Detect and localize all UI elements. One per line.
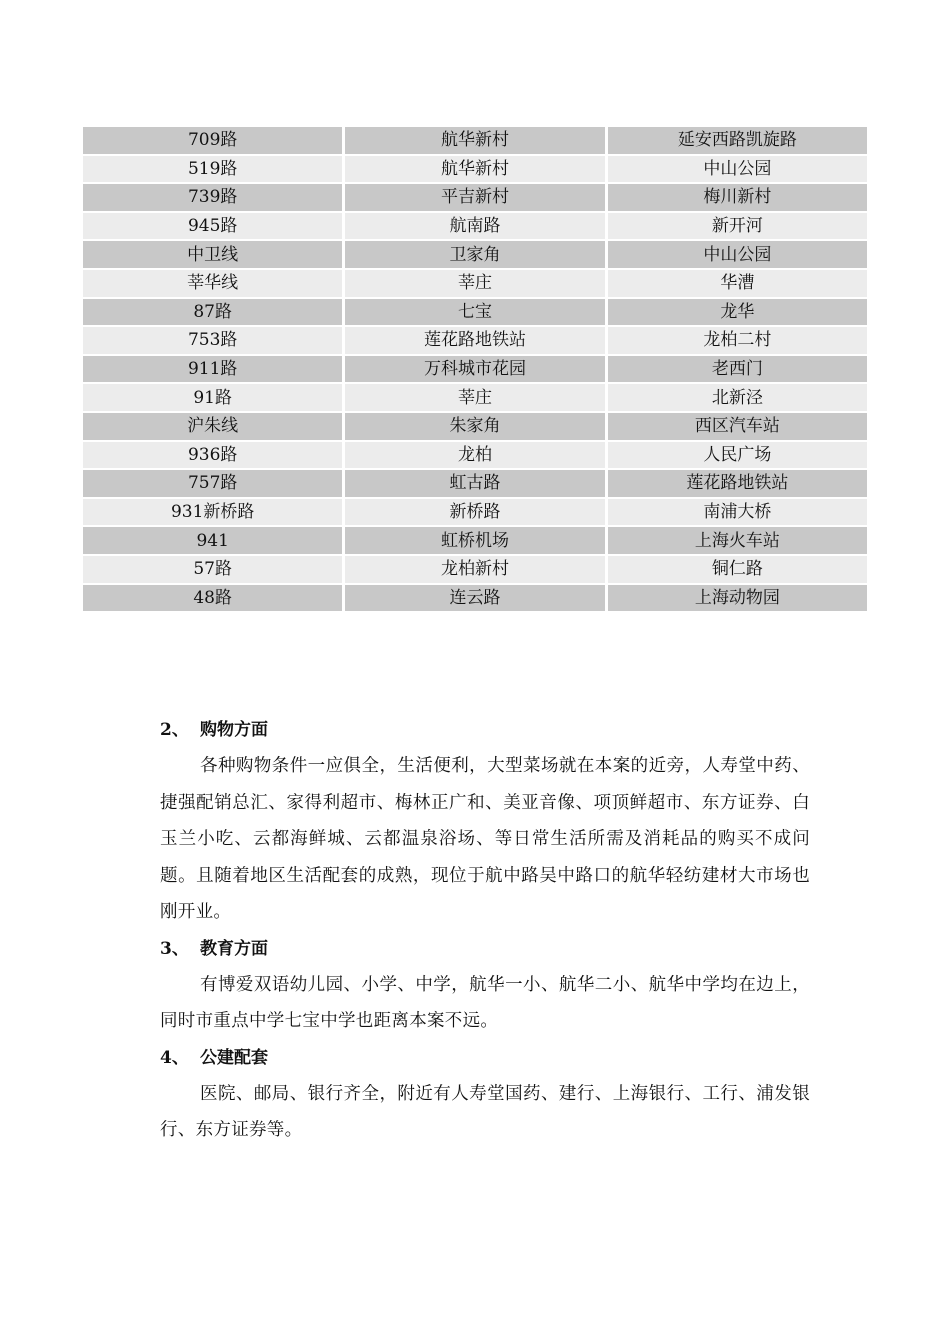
- table-row: [83, 556, 867, 585]
- section-paragraph-shopping: 各种购物条件一应俱全，生活便利，大型菜场就在本案的近旁，人寿堂中药、捷强配销总汇、家得利超市、梅林正广和、美亚音像、项顶鲜超市、东方证券、白玉兰小吃、云都海鲜城、云都温泉浴场、等日常生活所需及消耗品的购买不成问题。且随着地区生活配套的成熟，现位于航中路吴中路口的航华轻纺建材大市场也刚开业。: [160, 756, 810, 922]
- origin-cell: 航华新村: [345, 156, 604, 185]
- section-title: 教育方面: [200, 938, 268, 959]
- route-cell: 48路: [83, 585, 342, 614]
- table-row: [83, 384, 867, 413]
- route-cell: 709路: [83, 127, 342, 156]
- route-cell: 753路: [83, 327, 342, 356]
- route-cell: 936路: [83, 442, 342, 471]
- table-row: [83, 499, 867, 528]
- table-row: [83, 156, 867, 185]
- origin-cell: 虹桥机场: [345, 527, 604, 556]
- section-number: 3、: [160, 938, 189, 959]
- destination-cell: 中山公园: [608, 241, 867, 270]
- origin-cell: 莘庄: [345, 384, 604, 413]
- destination-cell: 北新泾: [608, 384, 867, 413]
- bus-route-table-body: [83, 127, 867, 613]
- origin-cell: 七宝: [345, 299, 604, 328]
- origin-cell: 平吉新村: [345, 184, 604, 213]
- route-cell: 91路: [83, 384, 342, 413]
- destination-cell: 莲花路地铁站: [608, 470, 867, 499]
- route-cell: 757路: [83, 470, 342, 499]
- origin-cell: 虹古路: [345, 470, 604, 499]
- route-cell: 941: [83, 527, 342, 556]
- destination-cell: 延安西路凯旋路: [608, 127, 867, 156]
- destination-cell: 梅川新村: [608, 184, 867, 213]
- origin-cell: 莘庄: [345, 270, 604, 299]
- route-cell: 沪朱线: [83, 413, 342, 442]
- table-row: [83, 299, 867, 328]
- section-heading-public-facilities: [160, 1040, 810, 1076]
- route-cell: 739路: [83, 184, 342, 213]
- table-row: [83, 470, 867, 499]
- destination-cell: 上海火车站: [608, 527, 867, 556]
- origin-cell: 连云路: [345, 585, 604, 614]
- destination-cell: 西区汽车站: [608, 413, 867, 442]
- destination-cell: 华漕: [608, 270, 867, 299]
- table-row: [83, 241, 867, 270]
- route-cell: 57路: [83, 556, 342, 585]
- table-row: [83, 585, 867, 614]
- section-title: 公建配套: [200, 1047, 268, 1068]
- section-number: 4、: [160, 1047, 189, 1068]
- origin-cell: 朱家角: [345, 413, 604, 442]
- table-row: [83, 356, 867, 385]
- destination-cell: 龙华: [608, 299, 867, 328]
- table-row: [83, 442, 867, 471]
- origin-cell: 万科城市花园: [345, 356, 604, 385]
- origin-cell: 航华新村: [345, 127, 604, 156]
- route-cell: 911路: [83, 356, 342, 385]
- destination-cell: 铜仁路: [608, 556, 867, 585]
- route-cell: 莘华线: [83, 270, 342, 299]
- table-row: [83, 184, 867, 213]
- destination-cell: 南浦大桥: [608, 499, 867, 528]
- destination-cell: 人民广场: [608, 442, 867, 471]
- table-row: [83, 413, 867, 442]
- route-cell: 519路: [83, 156, 342, 185]
- section-heading-education: [160, 931, 810, 967]
- section-title: 购物方面: [200, 720, 268, 740]
- table-row: [83, 327, 867, 356]
- table-row: [83, 270, 867, 299]
- origin-cell: 莲花路地铁站: [345, 327, 604, 356]
- section-heading-shopping: [160, 712, 810, 748]
- section-number: 2、: [160, 720, 189, 740]
- route-cell: 87路: [83, 299, 342, 328]
- route-cell: 931新桥路: [83, 499, 342, 528]
- origin-cell: 龙柏新村: [345, 556, 604, 585]
- route-cell: 中卫线: [83, 241, 342, 270]
- destination-cell: 中山公园: [608, 156, 867, 185]
- table-row: [83, 527, 867, 556]
- destination-cell: 龙柏二村: [608, 327, 867, 356]
- destination-cell: 上海动物园: [608, 585, 867, 614]
- section-paragraph-public-facilities: 医院、邮局、银行齐全，附近有人寿堂国药、建行、上海银行、工行、浦发银行、东方证券等。: [160, 1083, 810, 1140]
- origin-cell: 卫家角: [345, 241, 604, 270]
- origin-cell: 新桥路: [345, 499, 604, 528]
- bus-route-table: [80, 127, 870, 613]
- table-row: [83, 127, 867, 156]
- route-cell: 945路: [83, 213, 342, 242]
- origin-cell: 航南路: [345, 213, 604, 242]
- destination-cell: 老西门: [608, 356, 867, 385]
- table-row: [83, 213, 867, 242]
- section-paragraph-education: 有博爱双语幼儿园、小学、中学，航华一小、航华二小、航华中学均在边上，同时市重点中学七宝中学也距离本案不远。: [160, 974, 810, 1031]
- document-body: [160, 712, 810, 1149]
- destination-cell: 新开河: [608, 213, 867, 242]
- origin-cell: 龙柏: [345, 442, 604, 471]
